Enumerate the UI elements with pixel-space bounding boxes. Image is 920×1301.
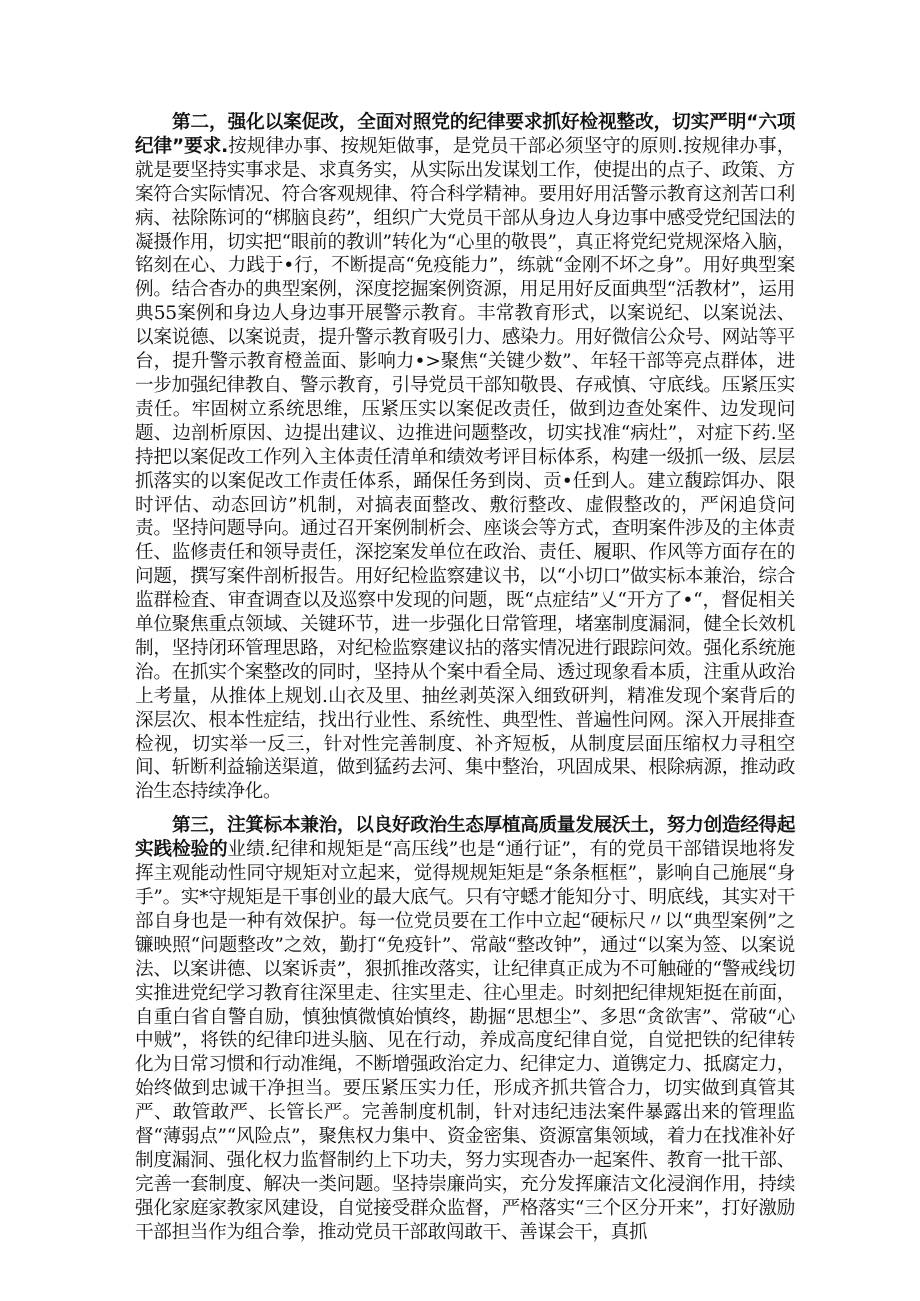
paragraph-lead-heading: 第二，强化以案促改，全面对照党的纪律要求抓好检视整改，切实严明“六项纪律”要求. (135, 112, 795, 157)
paragraph-body-text: 按规律办事、按规矩做事，是党员干部必须坚守的原则.按规律办事，就是要坚持实事求是、求真务实，从实际出发谋划工作，使提出的点子、政策、方案符合实际情况、符合客观规律、符合科学精神。要用好用活警示教育这剂苦口利病、祛除陈诃的“梆脑良药”，组织广大党员干部从身边人身边事中感受党纪国法的凝摄作用，切实把“眼前的教训”转化为“心里的敬畏”，真正将党纪党规深烙入脑，铭刻在心、力践于•行，不断提高“免疫能力”，练就“金刚不坏之身”。用好典型案例。结合杳办的典型案例，深度挖掘案例资源，用足用好反面典型“活教材”，运用典55案例和身边人身边事开展警示教育。丰常教育形式，以案说纪、以案说法、以案说德、以案说责，提升警示教育吸引力、感染力。用好微信公众号、网站等平台，提升警示教育橙盖面、影响力•>聚焦“关键少数”、年轻干部等亮点群体，进一步加强纪律教自、警示教育，引导党员干部知敬畏、存戒慎、守底线。压紧压实责任。牢固树立系统思维，压紧压实以案促改责任，做到边查处案件、边发现问题、边剖析原因、边提出建议、边推进问题整改，切实找准“病灶”，对症下药.坚持把以案促改工作列入主体责任清单和绩效考评目标体系，构建一级抓一级、层层抓落实的以案促改工作责任体系，踊保任务到岗、贡•任到人。建立馥踪饵办、限时评估、动态回访”机制，对搞表面整改、敷衍整改、虚假整改的，严闲追贷问责。坚持问题导向。通过召开案例制析会、座谈会等方式，查明案件涉及的主体责任、监修责任和领导责任，深挖案发单位在政治、责任、履职、作风等方面存在的问题，撰写案件剖析报告。用好纪检监察建议书，以“小切口”做实标本兼治，综合监群检査、审査调查以及巡察中发现的问题，既“点症结”乂“开方了•“，督促相关单位聚焦重点领域、关键环节，进一步强化日常管理，堵塞制度漏洞，健全长效机制，坚持闭环管理思路，对纪检监察建议拈的落实情况进行跟踪问效。强化系统施治。在抓实个案整改的同时，坚持从个案中看全局、透过现象看本质，注重从政治上考量，从推体上规划.山衣及里、抽丝剥英深入细致研判，精准发现个案背后的深层次、根本性症结，找出行业性、系统性、典型性、普遍性问网。深入开展排查检视，切实举一反三，针对性完善制度、补齐短板，从制度层面压缩权力寻租空间、斩断利益输送渠道，做到猛药去河、集中整治，巩固成果、根除病源，推动政治生态持续净化。 (135, 135, 795, 803)
paragraph-body-text: 业绩.纪律和规矩是“高压线”也是“通行证”，有的党员干部错误地将发挥主观能动性同守规矩对立起来，觉得规规矩矩是“条条框框”，影响自己施展“身手”。实*守规矩是干事创业的最大底气。只有守蟋才能知分寸、明底线，其实对干部自身也是一种有效保护。每一位党员要在工作中立起“硬标尺〃以“典型案例”之镰映照“问题整改”之效，勤打“免疫针”、常敲“整改钟”，通过“以案为签、以案说法、以案讲德、以案诉责”，狠抓推改落实，让纪律真正成为不可触碰的“警戒线切实推进党纪学习教育往深里走、往实里走、往心里走。时刻把纪律规矩挺在前面，自重白省自警自励，慎独慎微慎始慎终，勘掘“思想尘”、多思“贪欲害”、常破“心中贼”，将铁的纪律印进头脑、见在行动，养成高度纪律自觉，自觉把铁的纪律转化为日常习惯和行动准绳，不断增强政治定力、纪律定力、道镌定力、抵腐定力，始终做到忠诚干净担当。要压紧压实力任，形成齐抓共管合力，切实做到真管其严、敢管敢严、长管长严。完善制度机制，针对违纪违法案件暴露出来的管理监督“薄弱点”“风险点”，聚焦权力集中、资金密集、资源富集领域，着力在找准补好制度漏洞、强化权力监督制约上下功夫，努力实现杳办一起案件、教育一批干部、完善一套制度、解决一类问题。坚持崇廉尚实，充分发挥廉洁文化浸润作用，持续强化家庭家教家风建设，自觉接受群众监督，严格落实“三个区分开来”，打好激励干部担当作为组合拳，推动党员干部敢闯敢干、善谋会干，真抓 (135, 839, 795, 1243)
paragraph-lead-heading: 第三，注箕标本兼治，以良好政治生态厚植高质量发展沃土，努力创造经得起实践检验的 (135, 815, 795, 861)
paragraph-third-point (135, 814, 795, 1244)
paragraph-second-point (135, 111, 795, 804)
document-page (135, 111, 795, 1245)
